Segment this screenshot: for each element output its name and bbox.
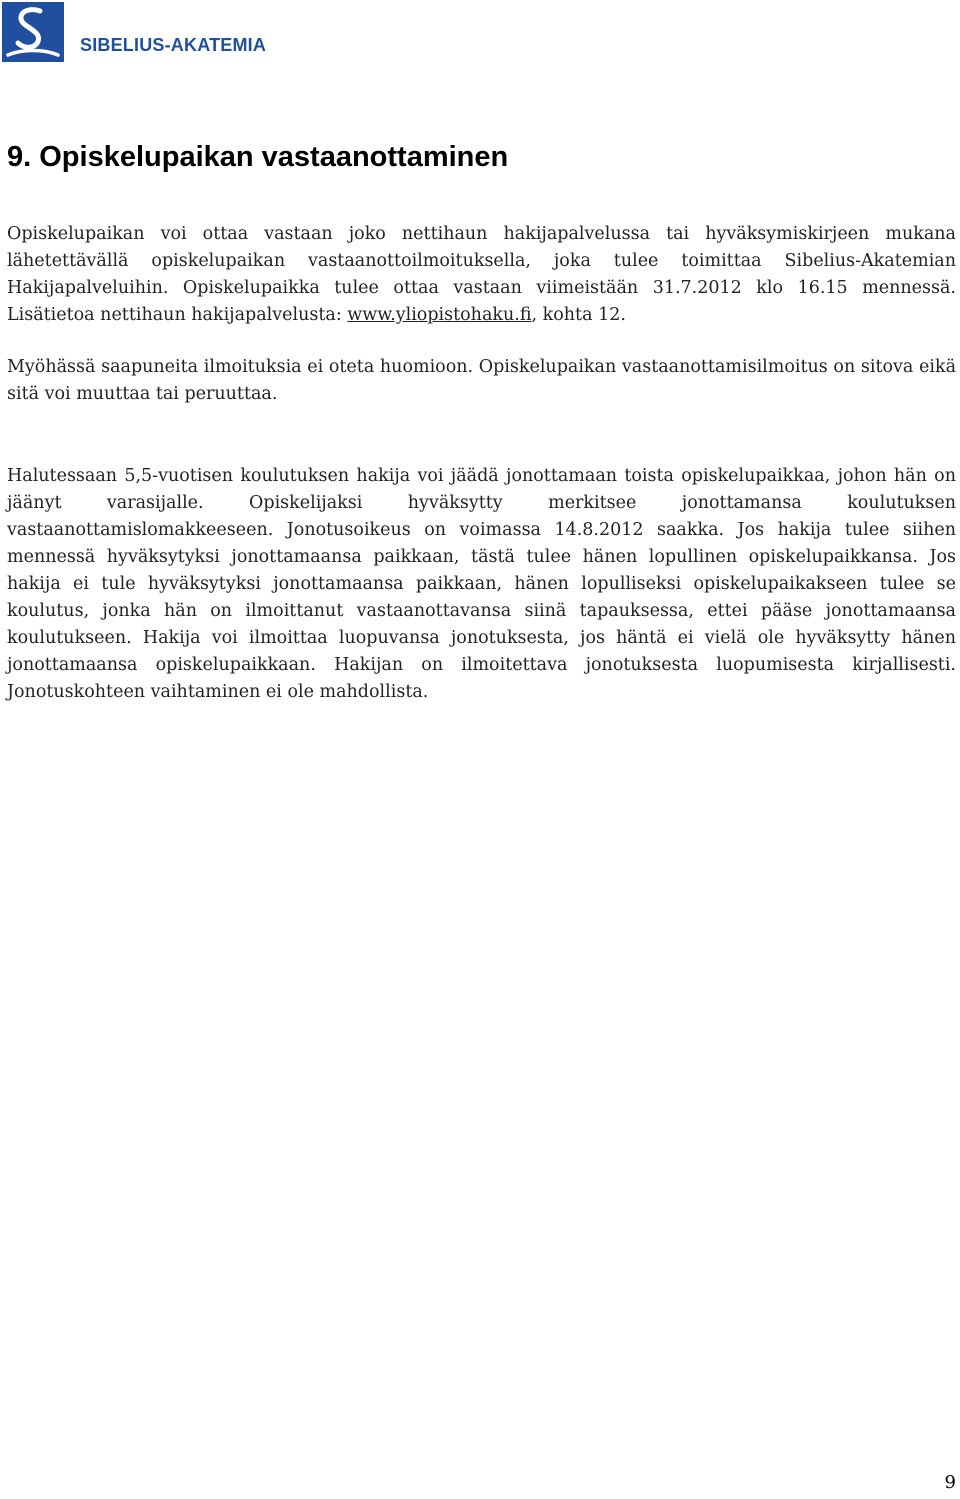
page-number: 9 xyxy=(944,1472,956,1493)
paragraph-acceptance xyxy=(7,221,956,329)
paragraph-queueing: Halutessaan 5,5-vuotisen koulutuksen hakija voi jäädä jonottamaan toista opiskelupaikkaa, johon hän on jäänyt varasijalle. Opiskelijaksi hyväksytty merkitsee jonottamansa koulutuksen vastaanottamislomakkeeseen. Jonotusoikeus on voimassa 14.8.2012 saakka. Jos hakija tulee siihen mennessä hyväksytyksi jonottamaansa paikkaan, tästä tulee hänen lopullinen opiskelupaikkansa. Jos hakija ei tule hyväksytyksi jonottamaansa paikkaan, hänen lopulliseksi opiskelupaikakseen tulee se koulutus, jonka hän on ilmoittanut vastaanottavansa siinä tapauksessa, ettei pääse jonottamaansa koulutukseen. Hakija voi ilmoittaa luopuvansa jonotuksesta, jos häntä ei vielä ole hyväksytty hänen jonottamaansa opiskelupaikkaan. Hakijan on ilmoitettava jonotuksesta luopumisesta kirjallisesti. Jonotuskohteen vaihtaminen ei ole mahdollista. xyxy=(7,466,956,702)
section-title: 9. Opiskelupaikan vastaanottaminen xyxy=(7,141,509,173)
logo-wordmark: SIBELIUS-AKATEMIA xyxy=(80,34,267,55)
paragraph-late-notices: Myöhässä saapuneita ilmoituksia ei oteta huomioon. Opiskelupaikan vastaanottamisilmoitus on sitova eikä sitä voi muuttaa tai peruuttaa. xyxy=(7,357,956,404)
paragraph-acceptance-text: Opiskelupaikan voi ottaa vastaan joko nettihaun hakijapalvelussa tai hyväksymiskirjeen mukana lähetettävällä opiskelupaikan vastaanottoilmoituksella, joka tulee toimittaa Sibelius-Akatemian Hakijapalveluihin. Opiskelupaikka tulee ottaa vastaan viimeistään 31.7.2012 klo 16.15 mennessä. Lisätietoa nettihaun hakijapalvelusta: xyxy=(7,224,956,325)
sibelius-akatemia-logo xyxy=(2,2,266,62)
sibelius-logo-icon xyxy=(2,2,64,62)
yliopistohaku-link[interactable]: www.yliopistohaku.fi xyxy=(347,305,532,325)
paragraph-acceptance-tail: , kohta 12. xyxy=(531,305,626,325)
